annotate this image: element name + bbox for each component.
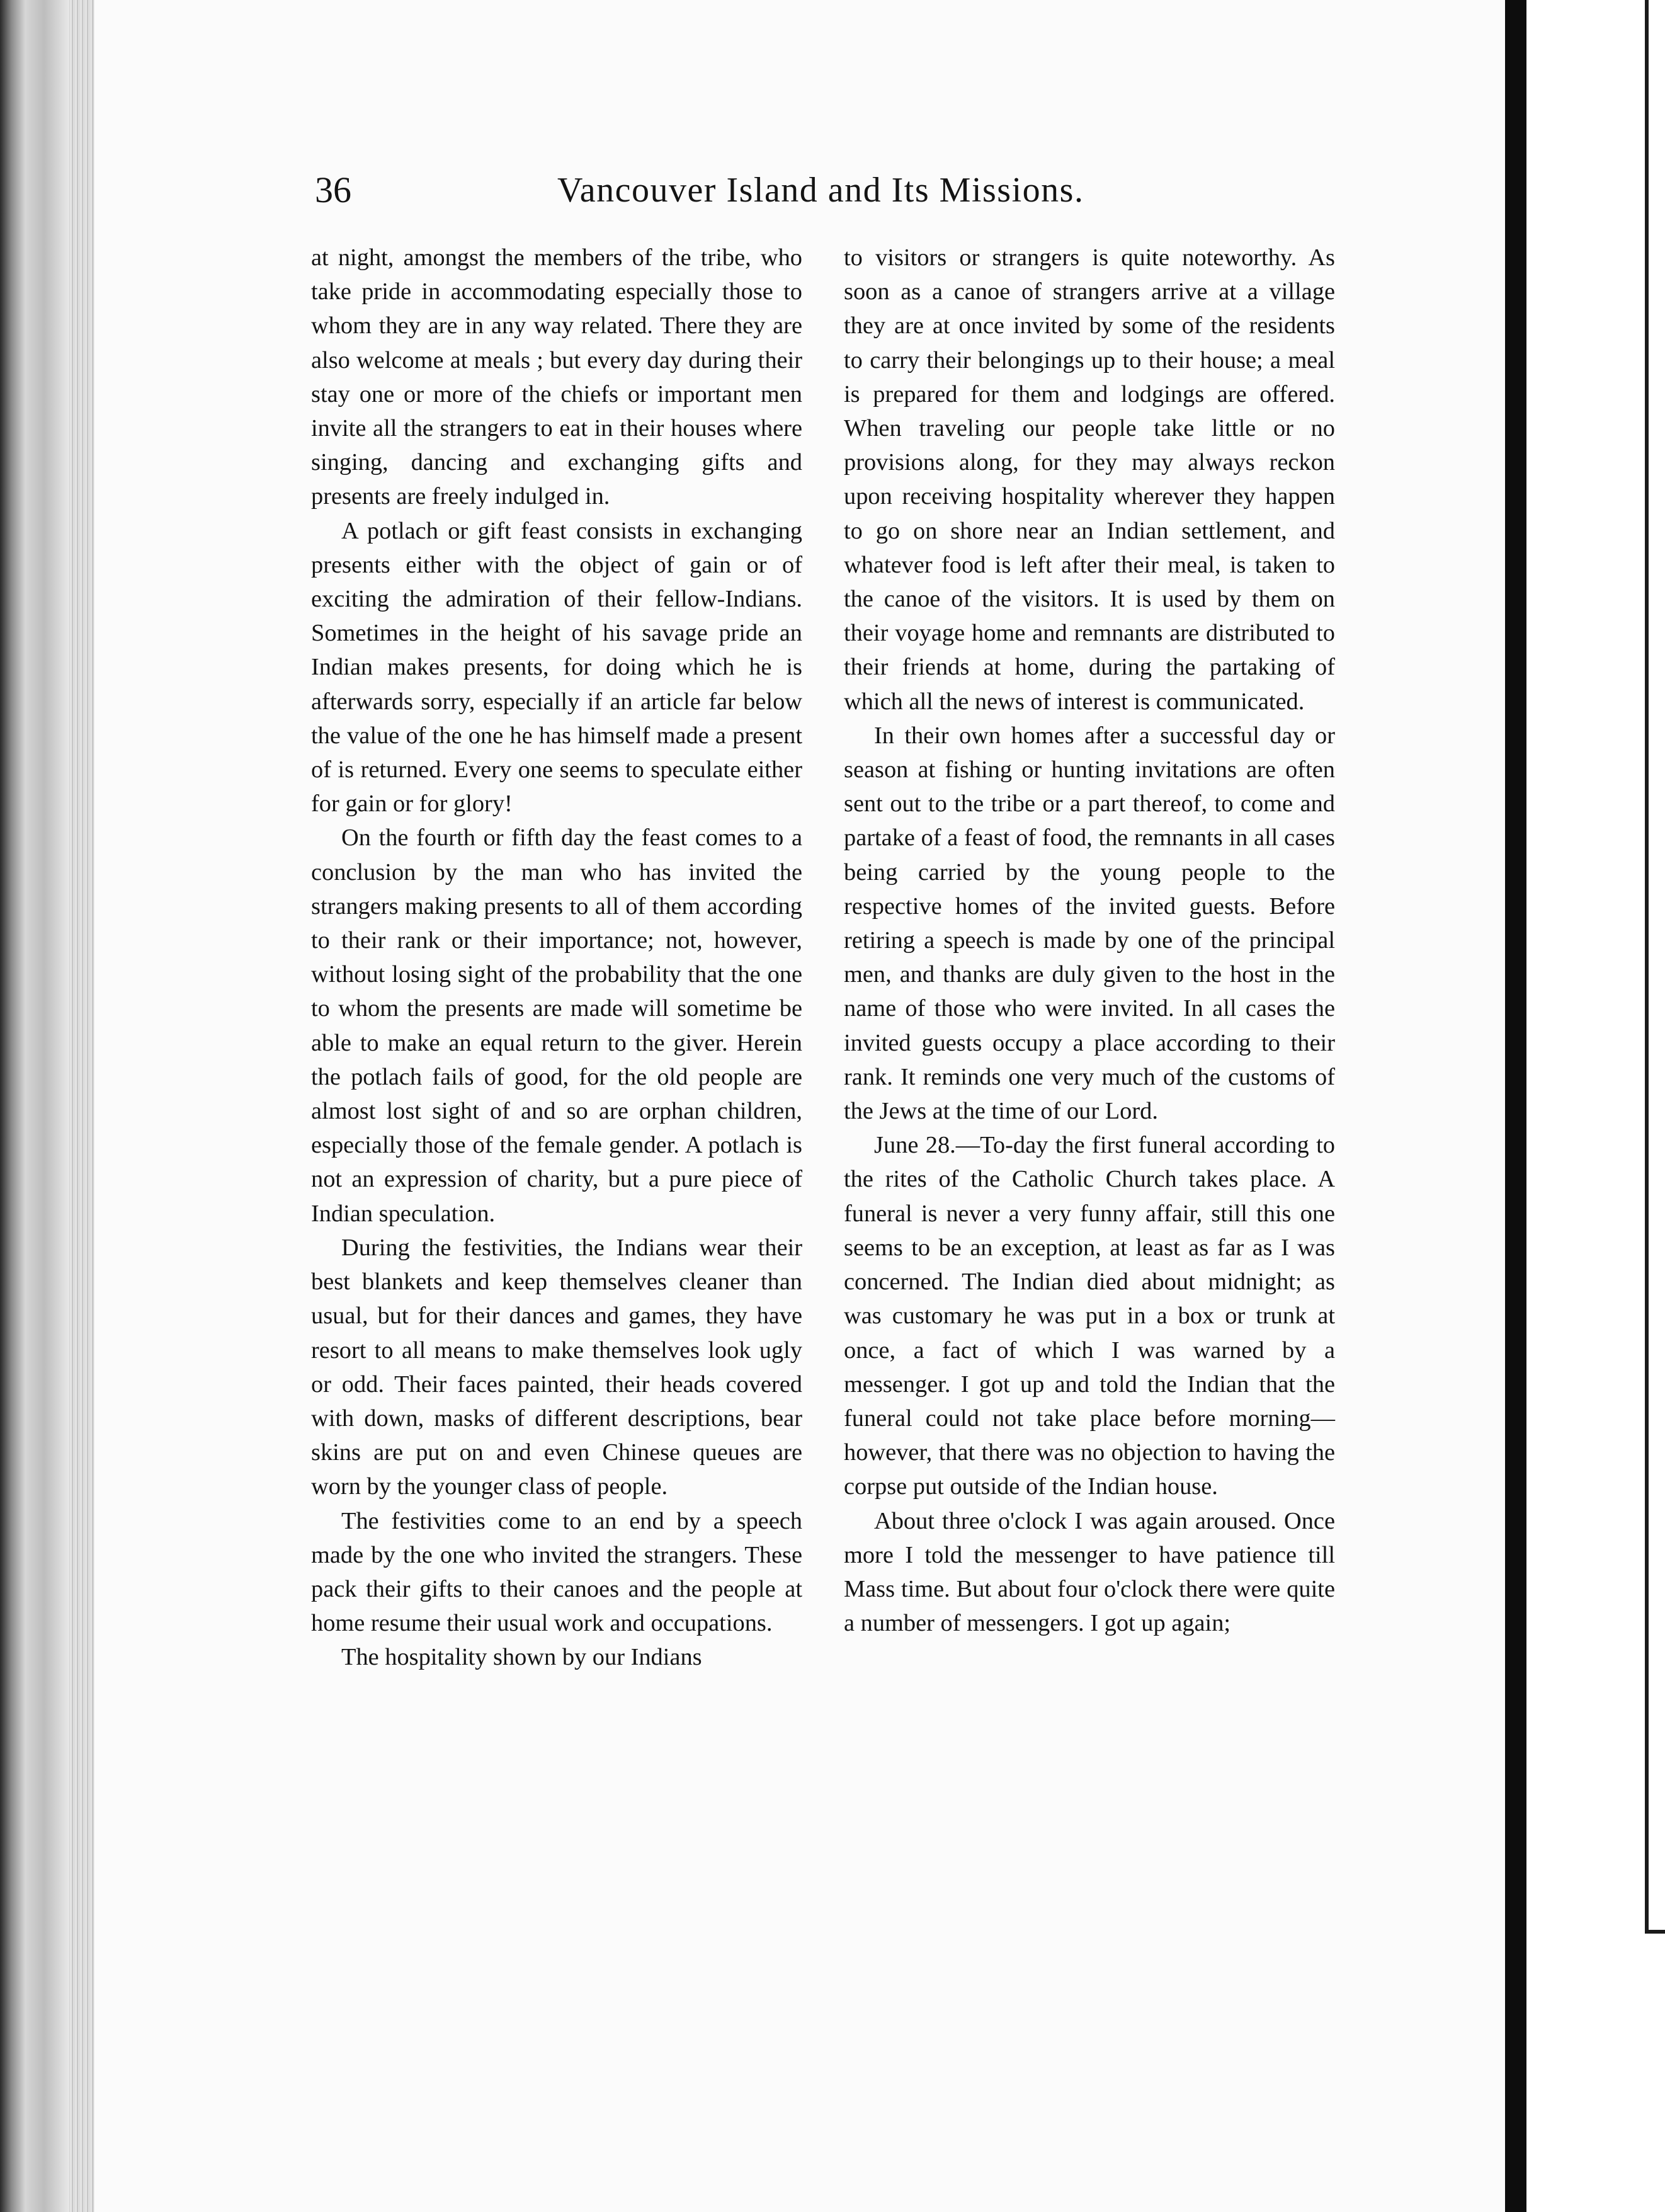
paragraph: During the festivities, the Indians wear their best blankets and keep themselves cleaner than usual, but for their dances and games, they have resort to all means to make themselves look ugly or odd. Their faces painted, their heads covered with down, masks of different descriptions, bear skins are put on and even Chinese queues are worn by the younger class of people. — [311, 1234, 802, 1500]
book-gutter — [1505, 0, 1526, 2212]
paragraph: On the fourth or fifth day the feast comes to a conclusion by the man who has invited the strangers making presents to all of them according to their rank or their importance; not, however, without losing sight of the probability that the one to whom the presents are made will sometime be able to make an equal return to the giver. Herein the potlach fails of good, for the old people are almost lost sight of and so are orphan children, especially those of the female gender. A potlach is not an expression of charity, but a pure piece of Indian speculation. — [311, 824, 802, 1227]
paragraph: In their own homes after a successful day or season at fishing or hunting invitations are often sent out to the tribe or a part thereof, to come and partake of a feast of food, the remnants in all cases being carried by the young people to the respective homes of the invited guests. Before retiring a speech is made by one of the principal men, and thanks are duly given to the host in the name of those who were invited. In all cases the invited guests occupy a place according to their rank. It reminds one very much of the customs of the Jews at the time of our Lord. — [844, 722, 1335, 1125]
paragraph: The festivities come to an end by a speech made by the one who invited the strangers. These pack their gifts to their canoes and the people at home resume their usual work and occupations. — [311, 1507, 802, 1637]
right-text-column — [844, 241, 1335, 1640]
paragraph: at night, amongst the members of the tribe, who take pride in accommodating especially those to whom they are in any way related. There they are also welcome at meals ; but every day during their stay one or more of the chiefs or important men invite all the strangers to eat in their houses where singing, dancing and exchanging gifts and presents are freely indulged in. — [311, 244, 802, 510]
scan-book-edge — [0, 0, 69, 2212]
paragraph: to visitors or strangers is quite noteworthy. As soon as a canoe of strangers arrive at a village they are at once invited by some of the residents to carry their belongings up to their house; a meal is prepared for them and lodgings are offered. When traveling our people take little or no provisions along, for they may always reckon upon receiving hospitality wherever they happen to go on shore near an Indian settlement, and whatever food is left after their meal, is taken to the canoe of the visitors. It is used by them on their voyage home and remnants are distributed to their friends at home, during the partaking of which all the news of interest is communicated. — [844, 244, 1335, 715]
paragraph: A potlach or gift feast consists in exchanging presents either with the object of gain or of exciting the admiration of their fellow-Indians. Sometimes in the height of his savage pride an Indian makes presents, for doing which he is afterwards sorry, especially if an article far below the value of the one he has himself made a present of is returned. Every one seems to speculate either for gain or for glory! — [311, 517, 802, 818]
running-head-title: Vancouver Island and Its Missions. — [557, 171, 1084, 210]
paragraph: About three o'clock I was again aroused. Once more I told the messenger to have patience till Mass time. But about four o'clock there were quite a number of messengers. I got up again; — [844, 1507, 1335, 1637]
facing-page-border — [1645, 0, 1649, 1934]
facing-page — [1526, 0, 1665, 2212]
paragraph: The hospitality shown by our Indians — [341, 1644, 702, 1671]
paragraph: June 28.—To-day the first funeral according to the rites of the Catholic Church takes place. A funeral is never a very funny affair, still this one seems to be an exception, at least as far as I was concerned. The Indian died about midnight; as was customary he was put in a box or trunk at once, a fact of which I was warned by a messenger. I got up and told the Indian that the funeral could not take place before morning—however, that there was no objection to having the corpse put outside of the Indian house. — [844, 1132, 1335, 1500]
left-text-column — [311, 241, 802, 1675]
page-number: 36 — [315, 169, 351, 210]
facing-page-border-bottom — [1645, 1930, 1665, 1934]
page-stack-edge — [69, 0, 94, 2212]
